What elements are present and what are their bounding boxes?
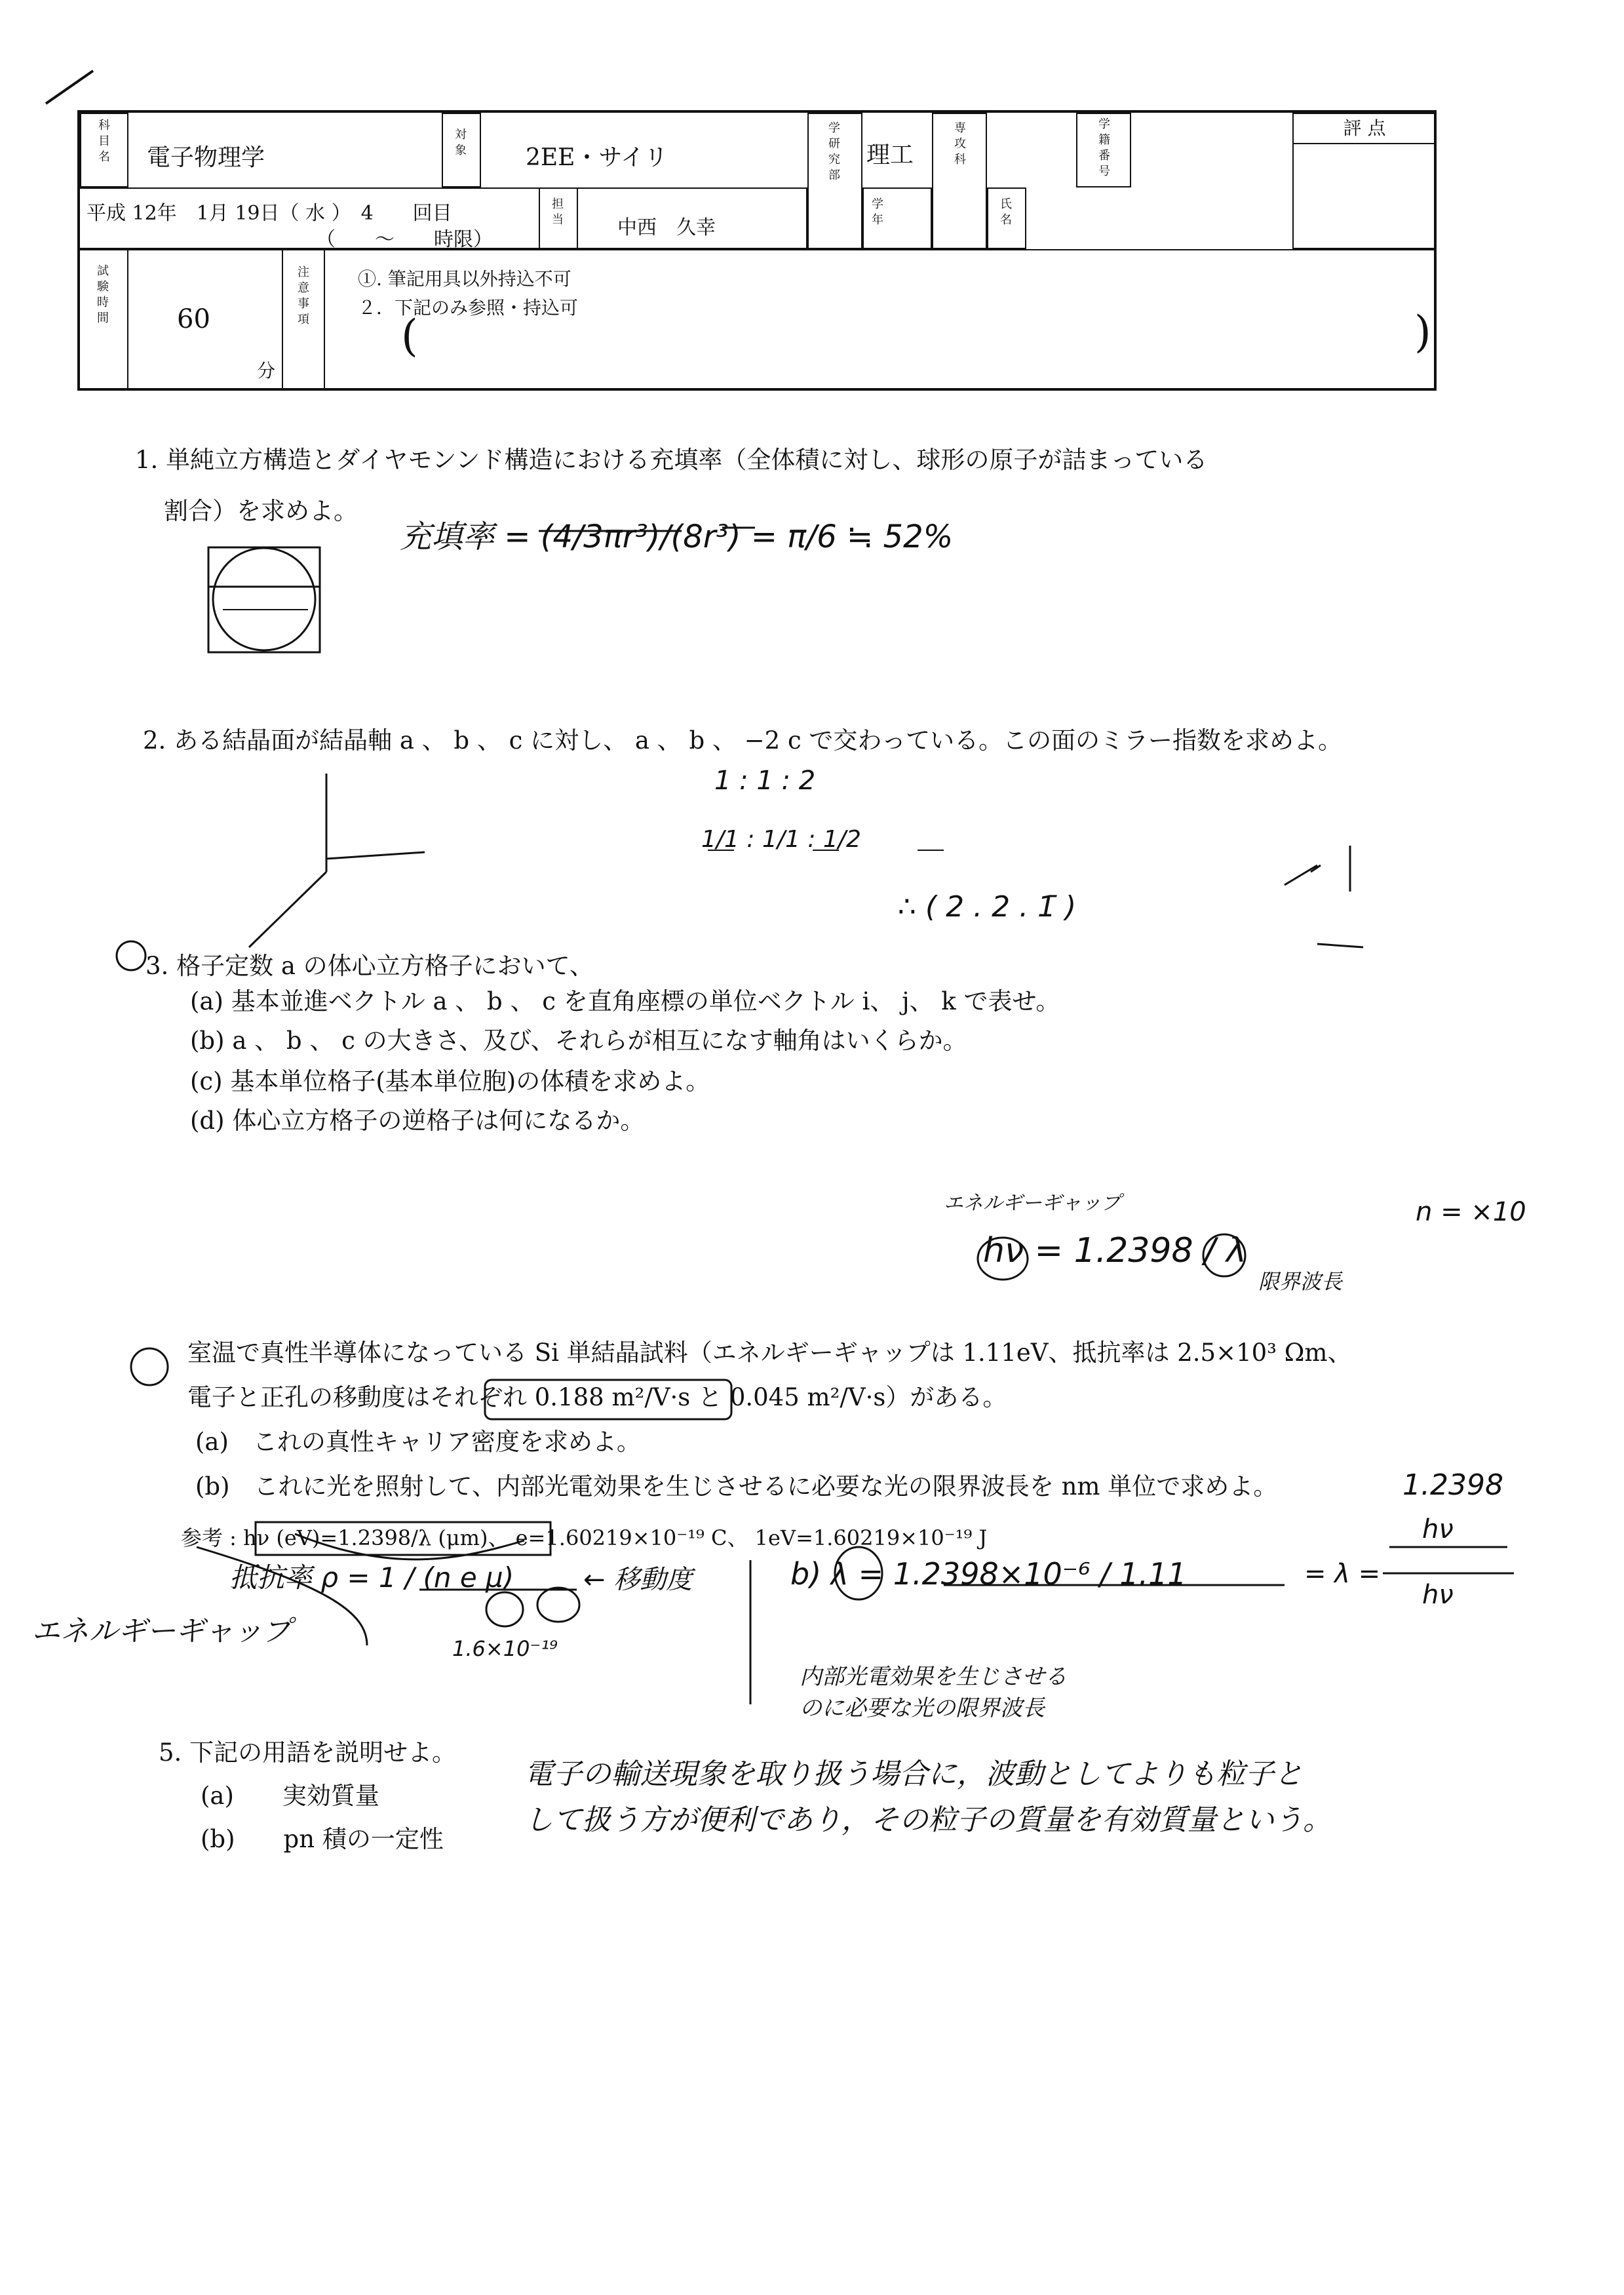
q1-line-2: 割合）を求めよ。 xyxy=(164,497,358,525)
subject-value: 電子物理学 xyxy=(147,144,265,171)
teacher-label-cell xyxy=(539,187,578,249)
exam-period: （ ～ 時限） xyxy=(316,228,493,251)
hw-q2-answer: ∴ ( 2 . 2 . 1̄ ) xyxy=(898,890,1077,924)
year-label-cell xyxy=(862,187,932,249)
hw-frac-mid: hν xyxy=(1422,1514,1454,1544)
name-label-cell xyxy=(987,187,1026,249)
hw-resistivity: 抵抗率 ρ = 1 / (n e μ) xyxy=(229,1561,514,1594)
note-1: ①. 筆記用具以外持込不可 xyxy=(358,268,571,290)
hw-frac-bottom: hν xyxy=(1422,1580,1454,1610)
hw-energy-gap-label: エネルギーギャップ xyxy=(944,1192,1121,1215)
hw-frac-top: 1.2398 xyxy=(1402,1468,1503,1502)
hw-q5-answer-2: して扱う方が便利であり，その粒子の質量を有効質量という。 xyxy=(524,1803,1332,1837)
target-label-cell xyxy=(442,113,481,187)
q4-reference: 参考 : hν (eV)=1.2398/λ (μm)、 e=1.60219×10⁻¹⁹ C、 1eV=1.60219×10⁻¹⁹ J xyxy=(181,1525,988,1550)
target-value: 2EE・サイリ xyxy=(526,144,668,171)
q1-line-1: 1. 単純立方構造とダイヤモンンド構造における充填率（全体積に対し、球形の原子が詰まっている xyxy=(135,446,1208,474)
name-label: 氏名 xyxy=(1000,197,1012,227)
hw-b-formula: b) λ = 1.2398×10⁻⁶ / 1.11 xyxy=(790,1556,1187,1592)
exam-time-label: 試験時間 xyxy=(97,264,109,325)
major-label-cell xyxy=(932,113,987,249)
hw-q1-answer: 充填率 = (4/3πr³)/(8r³) = π/6 ≒ 52% xyxy=(400,519,954,555)
major-label: 専攻科 xyxy=(954,121,966,167)
q2-text: 2. ある結晶面が結晶軸 a 、 b 、 c に対し、 a 、 b 、 −2 c で交わっている。この面のミラー指数を求めよ。 xyxy=(143,726,1343,755)
minutes-unit: 分 xyxy=(257,360,276,382)
year-label: 学年 xyxy=(872,197,883,227)
hw-photo-note-1: 内部光電効果を生じさせる xyxy=(800,1664,1067,1690)
note-paren-close: ) xyxy=(1414,307,1431,357)
exam-date: 平成 12年 1月 19日（ 水 ） 4 回目 xyxy=(87,202,452,225)
q5-a: (a) 実効質量 xyxy=(201,1782,379,1810)
exam-header-table xyxy=(77,110,1437,391)
note-2: ２．下記のみ参照・持込可 xyxy=(358,297,579,319)
q5-heading: 5. 下記の用語を説明せよ。 xyxy=(159,1738,457,1767)
exam-time-label-cell xyxy=(80,249,128,391)
note-paren-open: ( xyxy=(401,311,418,361)
notes-label-cell xyxy=(282,249,325,391)
q4-b: (b) これに光を照射して、内部光電効果を生じさせるに必要な光の限界波長を nm 単位で求めよ。 xyxy=(195,1472,1278,1501)
hw-q2-ratio-2: 1/1 : 1/1 : 1/2 xyxy=(701,826,861,853)
hw-energy-formula: hν = 1.2398 / λ xyxy=(983,1231,1247,1270)
dept-label-cell xyxy=(807,113,862,249)
hw-mobility: ← 移動度 xyxy=(583,1565,693,1595)
q3-b: (b) a 、 b 、 c の大きさ、及び、それらが相互になす軸角はいくらか。 xyxy=(190,1027,967,1055)
dept-label: 学研究部 xyxy=(828,121,840,182)
hw-limit-wavelength: 限界波長 xyxy=(1258,1269,1343,1294)
q5-b: (b) pn 積の一定性 xyxy=(201,1825,444,1853)
reg-label: 学籍番号 xyxy=(1098,117,1110,178)
hw-energy-gap-bottom: エネルギーギャップ xyxy=(31,1615,291,1648)
target-label: 対象 xyxy=(455,128,467,157)
hw-q5-answer-1: 電子の輸送現象を取り扱う場合に，波動としてよりも粒子と xyxy=(524,1757,1303,1791)
q3-d: (d) 体心立方格子の逆格子は何になるか。 xyxy=(190,1107,645,1135)
q3-a: (a) 基本並進ベクトル a 、 b 、 c を直角座標の単位ベクトル i、 j、 k で表せ。 xyxy=(190,987,1060,1015)
exam-minutes: 60 xyxy=(177,304,210,334)
hw-lambda-eq: = λ = xyxy=(1304,1559,1381,1589)
q4-line-2: 電子と正孔の移動度はそれぞれ 0.188 m²/V·s と 0.045 m²/V·s）がある。 xyxy=(187,1383,1007,1411)
subject-label: 科目名 xyxy=(98,119,110,164)
q4-a: (a) これの真性キャリア密度を求めよ。 xyxy=(195,1428,641,1456)
dept-value: 理工 xyxy=(866,142,914,168)
q3-c: (c) 基本単位格子(基本単位胞)の体積を求めよ。 xyxy=(190,1067,710,1095)
hw-photo-note-2: のに必要な光の限界波長 xyxy=(800,1695,1045,1721)
hw-charge: 1.6×10⁻¹⁹ xyxy=(452,1636,558,1661)
q4-line-1: 室温で真性半導体になっている Si 単結晶試料（エネルギーギャップは 1.11eV、抵抗率は 2.5×10³ Ωm、 xyxy=(187,1339,1352,1367)
q3-heading: 3. 格子定数 a の体心立方格子において、 xyxy=(145,952,594,980)
teacher-label: 担当 xyxy=(552,197,564,227)
teacher-value: 中西 久幸 xyxy=(617,216,716,239)
notes-label: 注意事項 xyxy=(298,265,309,326)
hw-n-note: n = ×10 xyxy=(1416,1197,1526,1227)
reg-label-cell xyxy=(1076,113,1131,187)
score-cell xyxy=(1292,113,1437,249)
score-label: 評 点 xyxy=(1294,114,1435,144)
subject-label-cell xyxy=(80,113,128,187)
hw-q2-ratio-1: 1 : 1 : 2 xyxy=(714,766,816,796)
